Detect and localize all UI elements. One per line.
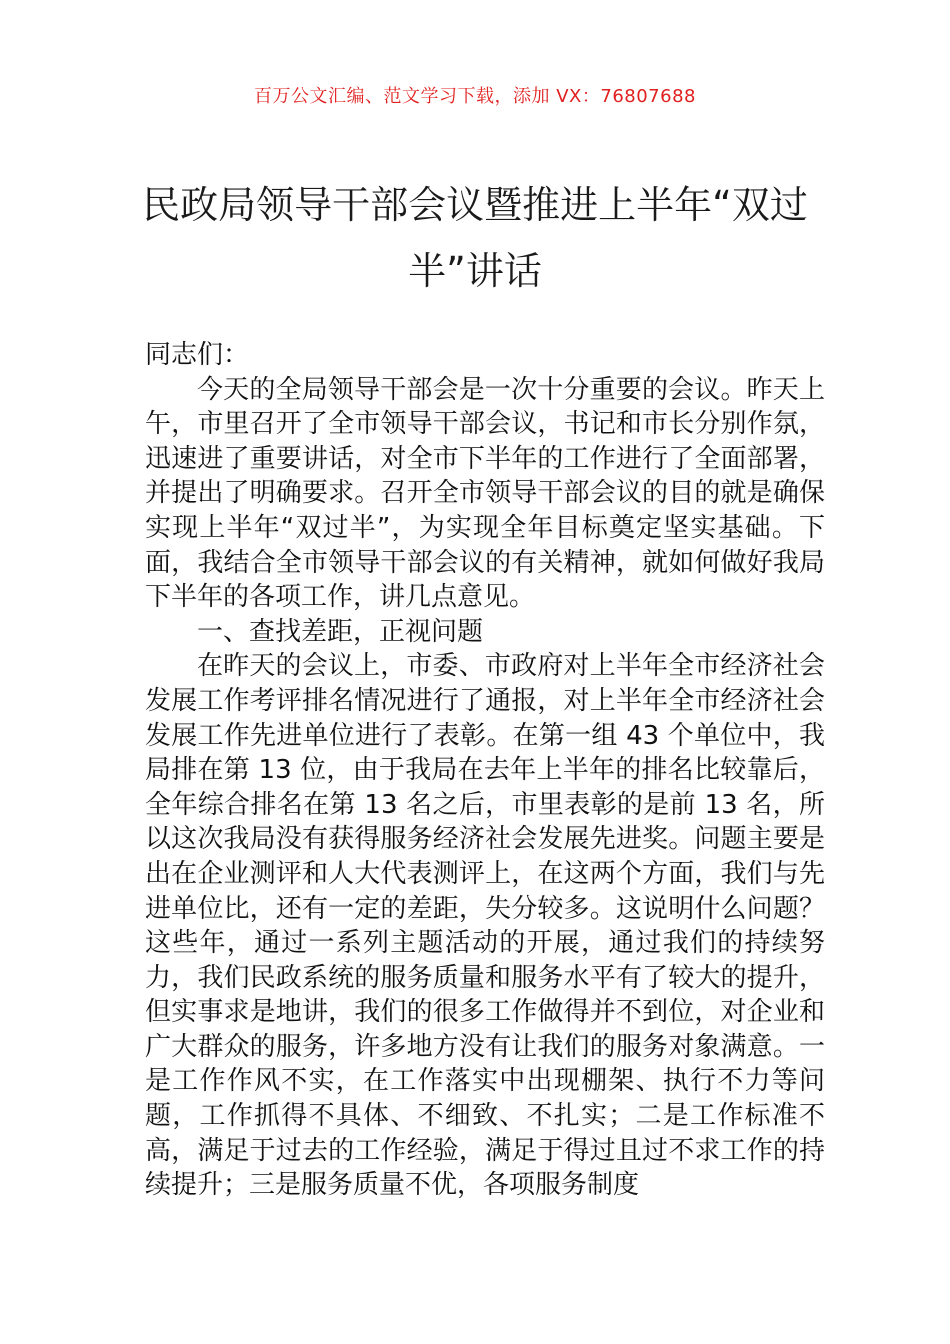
greeting: 同志们： bbox=[145, 340, 250, 370]
header-banner: 百万公文汇编、范文学习下载，添加 VX：76807688 bbox=[254, 86, 696, 107]
paragraph-section-1: 在昨天的会议上，市委、市政府对上半年全市经济社会发展工作考评排名情况进行了通报，对上半年全市经济社会发展工作先进单位进行了表彰。在第一组 43 个单位中，我局排在第 13 位，由于我局在去年上半年的排名比较靠后，全年综合排名在第 13 名之后，市里表彰的是前 13 名，所以这次我局没有获得服务经济社会发展先进奖。问题主要是出在企业测评和人大代表测评上，在这两个方面，我们与先进单位比，还有一定的差距，失分较多。这说明什么问题？这些年，通过一系列主题活动的开展，通过我们的持续努力，我们民政系统的服务质量和服务水平有了较大的提升，但实事求是地讲，我们的很多工作做得并不到位，对企业和广大群众的服务，许多地方没有让我们的服务对象满意。一是工作作风不实，在工作落实中出现棚架、执行不力等问题，工作抓得不具体、不细致、不扎实；二是工作标准不高，满足于过去的工作经验，满足于得过且过不求工作的持续提升；三是服务质量不优，各项服务制度 bbox=[145, 651, 825, 1201]
document-title: 民政局领导干部会议暨推进上半年“双过半”讲话 bbox=[142, 183, 808, 293]
section-heading: 一、查找差距，正视问题 bbox=[197, 616, 484, 647]
paragraph-intro: 今天的全局领导干部会是一次十分重要的会议。昨天上午，市里召开了全市领导干部会议，书记和市长分别作氛，迅速进了重要讲话，对全市下半年的工作进行了全面部署，并提出了明确要求。召开全市领导干部会议的目的就是确保实现上半年“双过半”，为实现全年目标奠定坚实基础。下面，我结合全市领导干部会议的有关精神，就如何做好我局下半年的各项工作，讲几点意见。 bbox=[145, 374, 825, 613]
document-body bbox=[145, 338, 825, 1203]
